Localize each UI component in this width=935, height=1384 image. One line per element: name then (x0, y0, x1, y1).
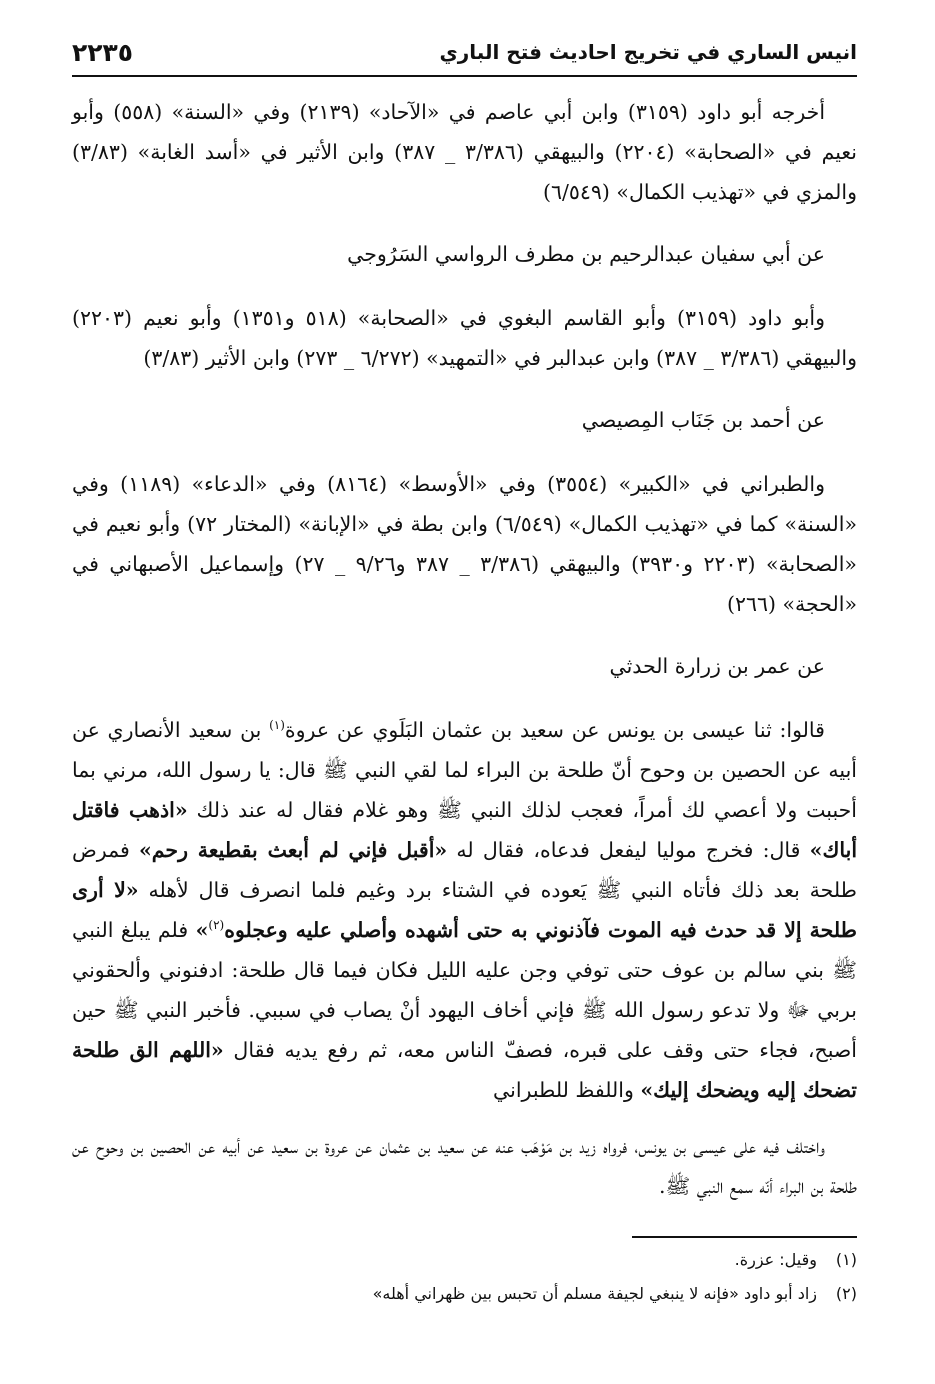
main-text (72, 92, 857, 1228)
paragraph-5: واختلف فيه على عيسى بن يونس، فرواه زيد بن مَوْهَب عنه عن سعيد بن عثمان عن عروة بن سعيد عن أبيه عن الحصين بن وحوح عن طلحة بن البراء أنّه سمع النبي ﷺ. (72, 1134, 857, 1198)
prophetic-quote: «لا أرى طلحة إلا قد حدث فيه الموت فآذنوني به حتى أشهده وأصلي عليه وعجلوه (72, 878, 857, 942)
hadith-segment: بن سعيد الأنصاري عن أبيه عن الحصين بن وحوح أنّ طلحة بن البراء لما لقي النبي ﷺ قال: يا رسول الله، مرني بما أحببت ولا أعصي لك أمراً، فعجب لذلك النبي ﷺ وهو غلام فقال له عند ذلك (72, 718, 857, 822)
footnote-2 (72, 1277, 857, 1311)
running-header (72, 30, 857, 74)
prophetic-quote: «اللهم الق طلحة تضحك إليه ويضحك إليك» (72, 1038, 857, 1102)
header-rule (72, 75, 857, 77)
hadith-segment: فمرض طلحة بعد ذلك فأتاه النبي ﷺ يَعوده في الشتاء برد وغيم فلما انصرف قال لأهله (72, 838, 857, 902)
hadith-segment: قال: فخرج موليا ليفعل فدعاه، فقال له (447, 838, 810, 862)
hadith-segment: قالوا: ثنا عيسى بن يونس عن سعيد بن عثمان البَلَوي عن عروة (284, 718, 825, 742)
footnote-number: (٢) (835, 1284, 857, 1303)
footnote-rule (632, 1236, 857, 1238)
paragraph-3: والطبراني في «الكبير» (٣٥٥٤) وفي «الأوسط» (٨١٦٤) وفي «الدعاء» (١١٨٩) وفي «السنة» كما في «تهذيب الكمال» (٦/٥٤٩) وابن بطة في «الإبانة» (المختار ٧٢) وأبو نعيم في «الصحابة» (٢٢٠٣ و٣٩٣٠) والبيهقي (٣/٣٨٦ _ ٣٨٧ و٩/٢٦ _ ٢٧) وإسماعيل الأصبهاني في «الحجة» (٢٦٦) (72, 472, 857, 616)
footnote-1 (72, 1243, 857, 1277)
footnote-text: زاد أبو داود «فإنه لا ينبغي لجيفة مسلم أن تحبس بين ظهراني أهله» (372, 1284, 817, 1303)
chain-line-3: عن عمر بن زرارة الحدثي (609, 654, 825, 678)
footnote-text: وقيل: عزرة. (734, 1250, 817, 1269)
paragraph-2: وأبو داود (٣١٥٩) وأبو القاسم البغوي في «الصحابة» (٥١٨ و١٣٥١) وأبو نعيم (٢٢٠٣) والبيهقي (٣/٣٨٦ _ ٣٨٧) وابن عبدالبر في «التمهيد» (٦/٢٧٢ _ ٢٧٣) وابن الأثير (٣/٨٣) (72, 306, 857, 370)
prophetic-quote: «اذهب فاقتل أباك» (72, 798, 858, 862)
hadith-text (72, 710, 857, 1110)
footnotes (72, 1243, 857, 1311)
chain-line-1: عن أبي سفيان عبدالرحيم بن مطرف الرواسي السَرُوجي (347, 242, 825, 266)
quote-close: » (195, 918, 209, 942)
footnote-ref-1[interactable]: (١) (269, 718, 285, 733)
page-number: ٢٢٣٥ (72, 37, 134, 67)
hadith-segment: واللفظ للطبراني (493, 1078, 641, 1102)
prophetic-quote: «أقبل فإني لم أبعث بقطيعة رحم» (138, 838, 448, 862)
footnote-ref-2[interactable]: (٢) (208, 918, 225, 933)
footnote-number: (١) (835, 1250, 857, 1269)
hadith-segment: فلم يبلغ النبي ﷺ بني سالم بن عوف حتى توفي وجن عليه الليل فكان فيما قال طلحة: ادفنوني وألحقوني بربي ﷻ ولا تدعو رسول الله ﷺ فإني أخاف اليهود أنْ يصاب في سببي. فأخبر النبي ﷺ حين أصبح، فجاء حتى وقف على قبره، فصفّ الناس معه، ثم رفع يديه فقال (72, 918, 857, 1062)
book-title: انيس الساري في تخريج احاديث فتح الباري (439, 40, 857, 64)
chain-line-2: عن أحمد بن جَنَاب المِصيصي (581, 408, 825, 432)
paragraph-1: أخرجه أبو داود (٣١٥٩) وابن أبي عاصم في «الآحاد» (٢١٣٩) وفي «السنة» (٥٥٨) وأبو نعيم في «الصحابة» (٢٢٠٤) والبيهقي (٣/٣٨٦ _ ٣٨٧) وابن الأثير في «أسد الغابة» (٣/٨٣) والمزي في «تهذيب الكمال» (٦/٥٤٩) (72, 100, 857, 204)
